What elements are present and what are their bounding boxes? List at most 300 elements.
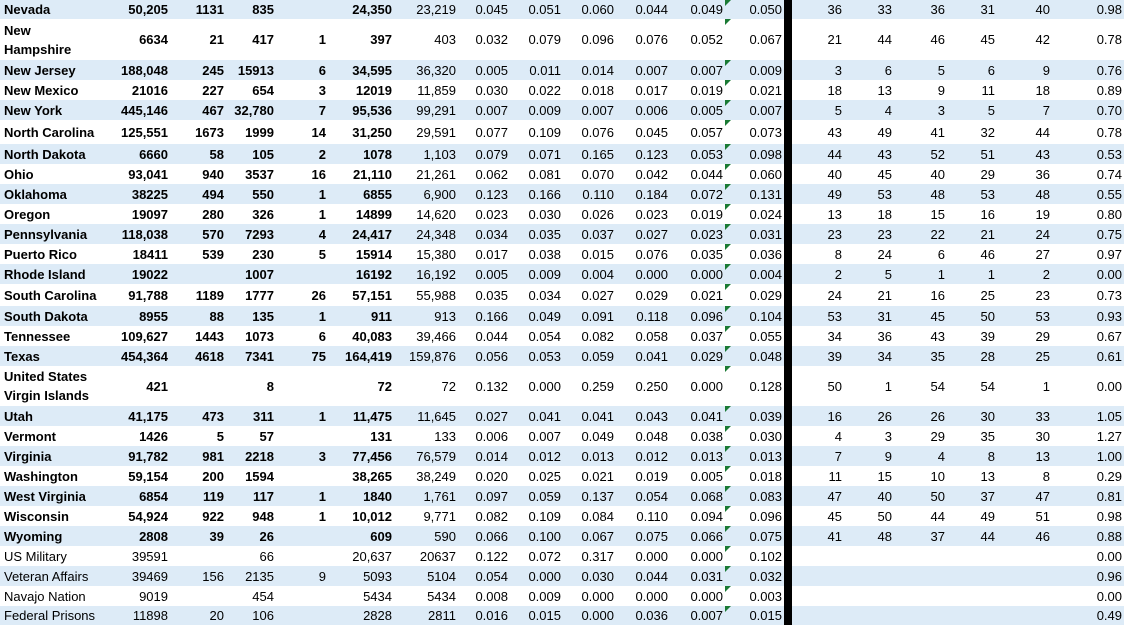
- cell-total_b[interactable]: 14,620: [394, 204, 458, 224]
- cell-state[interactable]: Oklahoma: [0, 184, 100, 204]
- cell-r4[interactable]: 0.006: [616, 100, 670, 120]
- cell-r2[interactable]: 0.059: [510, 486, 563, 506]
- cell-new_deaths[interactable]: 1: [276, 204, 328, 224]
- cell-r5[interactable]: 0.019: [670, 80, 725, 100]
- cell-ratio[interactable]: 1.00: [1052, 446, 1124, 466]
- cell-r4[interactable]: 0.076: [616, 19, 670, 60]
- cell-new_deaths[interactable]: 1: [276, 406, 328, 426]
- cell-r3[interactable]: 0.027: [563, 284, 616, 306]
- cell-k5[interactable]: 27: [997, 244, 1052, 264]
- cell-k1[interactable]: 39: [792, 346, 844, 366]
- cell-k3[interactable]: 44: [894, 506, 947, 526]
- cell-k2[interactable]: 50: [844, 506, 894, 526]
- cell-k3[interactable]: 10: [894, 466, 947, 486]
- cell-r1[interactable]: 0.079: [458, 144, 510, 164]
- cell-cases[interactable]: 188,048: [100, 60, 170, 80]
- cell-r3[interactable]: 0.026: [563, 204, 616, 224]
- cell-k1[interactable]: [792, 546, 844, 566]
- cell-cases[interactable]: 6660: [100, 144, 170, 164]
- cell-total_b[interactable]: 20637: [394, 546, 458, 566]
- cell-state[interactable]: Texas: [0, 346, 100, 366]
- cell-r3[interactable]: 0.084: [563, 506, 616, 526]
- cell-r4[interactable]: 0.029: [616, 284, 670, 306]
- cell-avg[interactable]: 0.050: [725, 0, 784, 19]
- cell-total_a[interactable]: 34,595: [328, 60, 394, 80]
- cell-cases[interactable]: 9019: [100, 586, 170, 606]
- cell-total_a[interactable]: 6855: [328, 184, 394, 204]
- cell-new_deaths[interactable]: [276, 466, 328, 486]
- cell-state[interactable]: New Jersey: [0, 60, 100, 80]
- cell-r1[interactable]: 0.166: [458, 306, 510, 326]
- cell-r4[interactable]: 0.041: [616, 346, 670, 366]
- cell-k4[interactable]: 8: [947, 446, 997, 466]
- cell-avg[interactable]: 0.030: [725, 426, 784, 446]
- cell-total_b[interactable]: 72: [394, 366, 458, 406]
- cell-r2[interactable]: 0.109: [510, 120, 563, 144]
- cell-k5[interactable]: 42: [997, 19, 1052, 60]
- cell-r2[interactable]: 0.072: [510, 546, 563, 566]
- cell-k3[interactable]: 40: [894, 164, 947, 184]
- cell-k2[interactable]: 4: [844, 100, 894, 120]
- cell-deaths[interactable]: 20: [170, 606, 226, 625]
- cell-new_deaths[interactable]: 9: [276, 566, 328, 586]
- cell-k1[interactable]: 23: [792, 224, 844, 244]
- cell-r3[interactable]: 0.317: [563, 546, 616, 566]
- cell-deaths[interactable]: 494: [170, 184, 226, 204]
- cell-ratio[interactable]: 0.73: [1052, 284, 1124, 306]
- cell-total_b[interactable]: 16,192: [394, 264, 458, 284]
- cell-deaths[interactable]: 940: [170, 164, 226, 184]
- cell-avg[interactable]: 0.007: [725, 100, 784, 120]
- cell-r4[interactable]: 0.123: [616, 144, 670, 164]
- cell-k2[interactable]: 6: [844, 60, 894, 80]
- cell-k4[interactable]: [947, 586, 997, 606]
- cell-r4[interactable]: 0.250: [616, 366, 670, 406]
- cell-total_b[interactable]: 55,988: [394, 284, 458, 306]
- cell-avg[interactable]: 0.067: [725, 19, 784, 60]
- cell-r5[interactable]: 0.057: [670, 120, 725, 144]
- cell-new_deaths[interactable]: [276, 606, 328, 625]
- cell-avg[interactable]: 0.013: [725, 446, 784, 466]
- cell-r1[interactable]: 0.017: [458, 244, 510, 264]
- cell-r4[interactable]: 0.019: [616, 466, 670, 486]
- cell-r1[interactable]: 0.077: [458, 120, 510, 144]
- cell-r2[interactable]: 0.022: [510, 80, 563, 100]
- cell-total_b[interactable]: 1,761: [394, 486, 458, 506]
- cell-total_b[interactable]: 24,348: [394, 224, 458, 244]
- cell-r2[interactable]: 0.071: [510, 144, 563, 164]
- cell-ratio[interactable]: 0.88: [1052, 526, 1124, 546]
- cell-k3[interactable]: 9: [894, 80, 947, 100]
- cell-avg[interactable]: 0.048: [725, 346, 784, 366]
- cell-k1[interactable]: 44: [792, 144, 844, 164]
- cell-avg[interactable]: 0.102: [725, 546, 784, 566]
- cell-total_a[interactable]: 1840: [328, 486, 394, 506]
- cell-state[interactable]: Wisconsin: [0, 506, 100, 526]
- cell-cases[interactable]: 59,154: [100, 466, 170, 486]
- cell-r2[interactable]: 0.079: [510, 19, 563, 60]
- cell-recovered[interactable]: 326: [226, 204, 276, 224]
- cell-deaths[interactable]: 570: [170, 224, 226, 244]
- cell-r3[interactable]: 0.076: [563, 120, 616, 144]
- cell-r2[interactable]: 0.012: [510, 446, 563, 466]
- cell-deaths[interactable]: [170, 546, 226, 566]
- cell-ratio[interactable]: 0.53: [1052, 144, 1124, 164]
- cell-cases[interactable]: 421: [100, 366, 170, 406]
- cell-r5[interactable]: 0.096: [670, 306, 725, 326]
- cell-recovered[interactable]: 948: [226, 506, 276, 526]
- cell-recovered[interactable]: 117: [226, 486, 276, 506]
- cell-ratio[interactable]: 1.05: [1052, 406, 1124, 426]
- cell-total_b[interactable]: 38,249: [394, 466, 458, 486]
- cell-k2[interactable]: 40: [844, 486, 894, 506]
- cell-k5[interactable]: 53: [997, 306, 1052, 326]
- cell-state[interactable]: Federal Prisons: [0, 606, 100, 625]
- cell-deaths[interactable]: 5: [170, 426, 226, 446]
- cell-r3[interactable]: 0.049: [563, 426, 616, 446]
- cell-ratio[interactable]: 0.29: [1052, 466, 1124, 486]
- cell-k5[interactable]: [997, 566, 1052, 586]
- cell-total_a[interactable]: 911: [328, 306, 394, 326]
- cell-total_b[interactable]: 76,579: [394, 446, 458, 466]
- cell-r5[interactable]: 0.019: [670, 204, 725, 224]
- cell-k3[interactable]: 1: [894, 264, 947, 284]
- cell-r4[interactable]: 0.023: [616, 204, 670, 224]
- cell-k2[interactable]: 15: [844, 466, 894, 486]
- cell-recovered[interactable]: 15913: [226, 60, 276, 80]
- cell-k2[interactable]: 21: [844, 284, 894, 306]
- cell-cases[interactable]: 39591: [100, 546, 170, 566]
- cell-cases[interactable]: 11898: [100, 606, 170, 625]
- cell-recovered[interactable]: 3537: [226, 164, 276, 184]
- cell-recovered[interactable]: 66: [226, 546, 276, 566]
- cell-k3[interactable]: 46: [894, 19, 947, 60]
- cell-k4[interactable]: 44: [947, 526, 997, 546]
- cell-r3[interactable]: 0.000: [563, 606, 616, 625]
- cell-avg[interactable]: 0.098: [725, 144, 784, 164]
- cell-r2[interactable]: 0.100: [510, 526, 563, 546]
- cell-avg[interactable]: 0.032: [725, 566, 784, 586]
- cell-state[interactable]: US Military: [0, 546, 100, 566]
- cell-recovered[interactable]: 32,780: [226, 100, 276, 120]
- cell-k3[interactable]: 26: [894, 406, 947, 426]
- cell-r3[interactable]: 0.018: [563, 80, 616, 100]
- cell-k4[interactable]: 32: [947, 120, 997, 144]
- cell-r1[interactable]: 0.032: [458, 19, 510, 60]
- cell-r5[interactable]: 0.052: [670, 19, 725, 60]
- cell-k1[interactable]: 45: [792, 506, 844, 526]
- cell-total_a[interactable]: 164,419: [328, 346, 394, 366]
- cell-k2[interactable]: [844, 566, 894, 586]
- cell-k1[interactable]: 8: [792, 244, 844, 264]
- cell-recovered[interactable]: 550: [226, 184, 276, 204]
- cell-r5[interactable]: 0.044: [670, 164, 725, 184]
- cell-cases[interactable]: 6634: [100, 19, 170, 60]
- cell-total_b[interactable]: 29,591: [394, 120, 458, 144]
- cell-r4[interactable]: 0.118: [616, 306, 670, 326]
- cell-deaths[interactable]: 1443: [170, 326, 226, 346]
- cell-k4[interactable]: 35: [947, 426, 997, 446]
- cell-ratio[interactable]: 0.67: [1052, 326, 1124, 346]
- cell-r4[interactable]: 0.027: [616, 224, 670, 244]
- cell-total_a[interactable]: 10,012: [328, 506, 394, 526]
- cell-k3[interactable]: 50: [894, 486, 947, 506]
- cell-cases[interactable]: 2808: [100, 526, 170, 546]
- cell-r2[interactable]: 0.009: [510, 586, 563, 606]
- cell-k4[interactable]: 37: [947, 486, 997, 506]
- cell-r1[interactable]: 0.066: [458, 526, 510, 546]
- cell-r2[interactable]: 0.054: [510, 326, 563, 346]
- cell-state[interactable]: Tennessee: [0, 326, 100, 346]
- cell-k5[interactable]: 8: [997, 466, 1052, 486]
- cell-r4[interactable]: 0.007: [616, 60, 670, 80]
- cell-total_a[interactable]: 24,350: [328, 0, 394, 19]
- cell-k1[interactable]: 13: [792, 204, 844, 224]
- cell-state[interactable]: New Mexico: [0, 80, 100, 100]
- cell-k1[interactable]: [792, 566, 844, 586]
- cell-total_b[interactable]: 5434: [394, 586, 458, 606]
- cell-total_a[interactable]: 397: [328, 19, 394, 60]
- cell-k1[interactable]: 2: [792, 264, 844, 284]
- cell-r3[interactable]: 0.000: [563, 586, 616, 606]
- cell-r5[interactable]: 0.035: [670, 244, 725, 264]
- cell-total_b[interactable]: 23,219: [394, 0, 458, 19]
- cell-ratio[interactable]: 1.27: [1052, 426, 1124, 446]
- cell-ratio[interactable]: 0.97: [1052, 244, 1124, 264]
- cell-k4[interactable]: 46: [947, 244, 997, 264]
- cell-deaths[interactable]: 4618: [170, 346, 226, 366]
- cell-total_a[interactable]: 21,110: [328, 164, 394, 184]
- cell-state[interactable]: South Dakota: [0, 306, 100, 326]
- cell-total_a[interactable]: 14899: [328, 204, 394, 224]
- cell-cases[interactable]: 6854: [100, 486, 170, 506]
- cell-r2[interactable]: 0.109: [510, 506, 563, 526]
- cell-avg[interactable]: 0.039: [725, 406, 784, 426]
- cell-r4[interactable]: 0.045: [616, 120, 670, 144]
- cell-new_deaths[interactable]: 2: [276, 144, 328, 164]
- cell-total_a[interactable]: 57,151: [328, 284, 394, 306]
- cell-k5[interactable]: 13: [997, 446, 1052, 466]
- cell-k5[interactable]: 30: [997, 426, 1052, 446]
- cell-k4[interactable]: [947, 546, 997, 566]
- cell-r5[interactable]: 0.038: [670, 426, 725, 446]
- cell-r4[interactable]: 0.036: [616, 606, 670, 625]
- cell-deaths[interactable]: 119: [170, 486, 226, 506]
- cell-deaths[interactable]: 1673: [170, 120, 226, 144]
- cell-deaths[interactable]: 539: [170, 244, 226, 264]
- cell-r2[interactable]: 0.007: [510, 426, 563, 446]
- cell-state[interactable]: Washington: [0, 466, 100, 486]
- cell-k2[interactable]: 24: [844, 244, 894, 264]
- cell-k1[interactable]: 40: [792, 164, 844, 184]
- cell-new_deaths[interactable]: 3: [276, 80, 328, 100]
- cell-recovered[interactable]: 26: [226, 526, 276, 546]
- cell-new_deaths[interactable]: [276, 264, 328, 284]
- cell-k4[interactable]: 28: [947, 346, 997, 366]
- cell-avg[interactable]: 0.128: [725, 366, 784, 406]
- cell-r5[interactable]: 0.023: [670, 224, 725, 244]
- cell-r5[interactable]: 0.000: [670, 546, 725, 566]
- cell-avg[interactable]: 0.015: [725, 606, 784, 625]
- cell-state[interactable]: New York: [0, 100, 100, 120]
- cell-k2[interactable]: 53: [844, 184, 894, 204]
- cell-ratio[interactable]: 0.78: [1052, 120, 1124, 144]
- cell-new_deaths[interactable]: 3: [276, 446, 328, 466]
- cell-recovered[interactable]: 1007: [226, 264, 276, 284]
- cell-recovered[interactable]: 8: [226, 366, 276, 406]
- cell-avg[interactable]: 0.031: [725, 224, 784, 244]
- cell-k1[interactable]: 50: [792, 366, 844, 406]
- cell-k5[interactable]: 2: [997, 264, 1052, 284]
- cell-total_b[interactable]: 9,771: [394, 506, 458, 526]
- cell-cases[interactable]: 125,551: [100, 120, 170, 144]
- cell-r2[interactable]: 0.166: [510, 184, 563, 204]
- cell-k5[interactable]: 51: [997, 506, 1052, 526]
- cell-k4[interactable]: 13: [947, 466, 997, 486]
- cell-avg[interactable]: 0.024: [725, 204, 784, 224]
- cell-k2[interactable]: 31: [844, 306, 894, 326]
- cell-avg[interactable]: 0.055: [725, 326, 784, 346]
- cell-ratio[interactable]: 0.00: [1052, 264, 1124, 284]
- cell-total_a[interactable]: 2828: [328, 606, 394, 625]
- cell-k5[interactable]: [997, 606, 1052, 625]
- cell-new_deaths[interactable]: 6: [276, 60, 328, 80]
- cell-k2[interactable]: [844, 546, 894, 566]
- cell-ratio[interactable]: 0.81: [1052, 486, 1124, 506]
- cell-r3[interactable]: 0.004: [563, 264, 616, 284]
- cell-r2[interactable]: 0.034: [510, 284, 563, 306]
- cell-r3[interactable]: 0.165: [563, 144, 616, 164]
- cell-recovered[interactable]: 106: [226, 606, 276, 625]
- cell-r2[interactable]: 0.051: [510, 0, 563, 19]
- cell-avg[interactable]: 0.036: [725, 244, 784, 264]
- cell-r2[interactable]: 0.041: [510, 406, 563, 426]
- cell-k5[interactable]: 47: [997, 486, 1052, 506]
- cell-k5[interactable]: [997, 586, 1052, 606]
- cell-new_deaths[interactable]: 26: [276, 284, 328, 306]
- cell-k4[interactable]: 11: [947, 80, 997, 100]
- cell-r3[interactable]: 0.082: [563, 326, 616, 346]
- cell-total_a[interactable]: 5093: [328, 566, 394, 586]
- cell-total_b[interactable]: 36,320: [394, 60, 458, 80]
- cell-new_deaths[interactable]: [276, 546, 328, 566]
- cell-r4[interactable]: 0.044: [616, 566, 670, 586]
- cell-k5[interactable]: 29: [997, 326, 1052, 346]
- cell-total_a[interactable]: 40,083: [328, 326, 394, 346]
- cell-r3[interactable]: 0.015: [563, 244, 616, 264]
- cell-new_deaths[interactable]: 75: [276, 346, 328, 366]
- cell-k3[interactable]: 36: [894, 0, 947, 19]
- cell-r5[interactable]: 0.053: [670, 144, 725, 164]
- cell-r4[interactable]: 0.058: [616, 326, 670, 346]
- cell-total_b[interactable]: 11,859: [394, 80, 458, 100]
- cell-k1[interactable]: 18: [792, 80, 844, 100]
- cell-state[interactable]: North Carolina: [0, 120, 100, 144]
- cell-r1[interactable]: 0.005: [458, 60, 510, 80]
- cell-k1[interactable]: 16: [792, 406, 844, 426]
- cell-r1[interactable]: 0.062: [458, 164, 510, 184]
- cell-k3[interactable]: [894, 606, 947, 625]
- cell-k5[interactable]: 19: [997, 204, 1052, 224]
- cell-avg[interactable]: 0.009: [725, 60, 784, 80]
- cell-r1[interactable]: 0.016: [458, 606, 510, 625]
- cell-deaths[interactable]: 1189: [170, 284, 226, 306]
- cell-recovered[interactable]: 454: [226, 586, 276, 606]
- cell-k2[interactable]: 33: [844, 0, 894, 19]
- cell-r1[interactable]: 0.023: [458, 204, 510, 224]
- cell-avg[interactable]: 0.083: [725, 486, 784, 506]
- cell-r2[interactable]: 0.030: [510, 204, 563, 224]
- cell-k4[interactable]: 54: [947, 366, 997, 406]
- cell-r1[interactable]: 0.005: [458, 264, 510, 284]
- cell-k2[interactable]: 44: [844, 19, 894, 60]
- cell-k3[interactable]: [894, 546, 947, 566]
- cell-state[interactable]: North Dakota: [0, 144, 100, 164]
- cell-r4[interactable]: 0.042: [616, 164, 670, 184]
- cell-total_b[interactable]: 5104: [394, 566, 458, 586]
- cell-avg[interactable]: 0.131: [725, 184, 784, 204]
- cell-r3[interactable]: 0.096: [563, 19, 616, 60]
- cell-k1[interactable]: 3: [792, 60, 844, 80]
- cell-cases[interactable]: 91,788: [100, 284, 170, 306]
- cell-r1[interactable]: 0.006: [458, 426, 510, 446]
- cell-r3[interactable]: 0.007: [563, 100, 616, 120]
- cell-k5[interactable]: 9: [997, 60, 1052, 80]
- cell-k1[interactable]: 4: [792, 426, 844, 446]
- cell-k2[interactable]: [844, 586, 894, 606]
- cell-k1[interactable]: [792, 606, 844, 625]
- cell-state[interactable]: South Carolina: [0, 284, 100, 306]
- cell-ratio[interactable]: 0.78: [1052, 19, 1124, 60]
- cell-recovered[interactable]: 105: [226, 144, 276, 164]
- cell-recovered[interactable]: 7341: [226, 346, 276, 366]
- cell-r3[interactable]: 0.041: [563, 406, 616, 426]
- cell-k3[interactable]: 43: [894, 326, 947, 346]
- cell-k1[interactable]: 41: [792, 526, 844, 546]
- cell-r5[interactable]: 0.000: [670, 366, 725, 406]
- cell-r4[interactable]: 0.054: [616, 486, 670, 506]
- cell-cases[interactable]: 93,041: [100, 164, 170, 184]
- cell-k1[interactable]: 34: [792, 326, 844, 346]
- cell-state[interactable]: Puerto Rico: [0, 244, 100, 264]
- cell-r1[interactable]: 0.030: [458, 80, 510, 100]
- cell-avg[interactable]: 0.018: [725, 466, 784, 486]
- cell-k1[interactable]: 43: [792, 120, 844, 144]
- cell-k1[interactable]: 21: [792, 19, 844, 60]
- cell-k1[interactable]: 5: [792, 100, 844, 120]
- cell-k4[interactable]: 21: [947, 224, 997, 244]
- cell-r1[interactable]: 0.044: [458, 326, 510, 346]
- cell-r3[interactable]: 0.070: [563, 164, 616, 184]
- cell-r2[interactable]: 0.015: [510, 606, 563, 625]
- cell-cases[interactable]: 21016: [100, 80, 170, 100]
- cell-k3[interactable]: 35: [894, 346, 947, 366]
- cell-avg[interactable]: 0.004: [725, 264, 784, 284]
- cell-r5[interactable]: 0.007: [670, 606, 725, 625]
- cell-k1[interactable]: 24: [792, 284, 844, 306]
- cell-avg[interactable]: 0.029: [725, 284, 784, 306]
- cell-k3[interactable]: [894, 586, 947, 606]
- cell-k1[interactable]: 53: [792, 306, 844, 326]
- cell-ratio[interactable]: 0.70: [1052, 100, 1124, 120]
- cell-new_deaths[interactable]: 4: [276, 224, 328, 244]
- cell-total_a[interactable]: 1078: [328, 144, 394, 164]
- cell-k1[interactable]: 7: [792, 446, 844, 466]
- cell-k3[interactable]: 4: [894, 446, 947, 466]
- cell-avg[interactable]: 0.060: [725, 164, 784, 184]
- cell-r5[interactable]: 0.049: [670, 0, 725, 19]
- cell-deaths[interactable]: 39: [170, 526, 226, 546]
